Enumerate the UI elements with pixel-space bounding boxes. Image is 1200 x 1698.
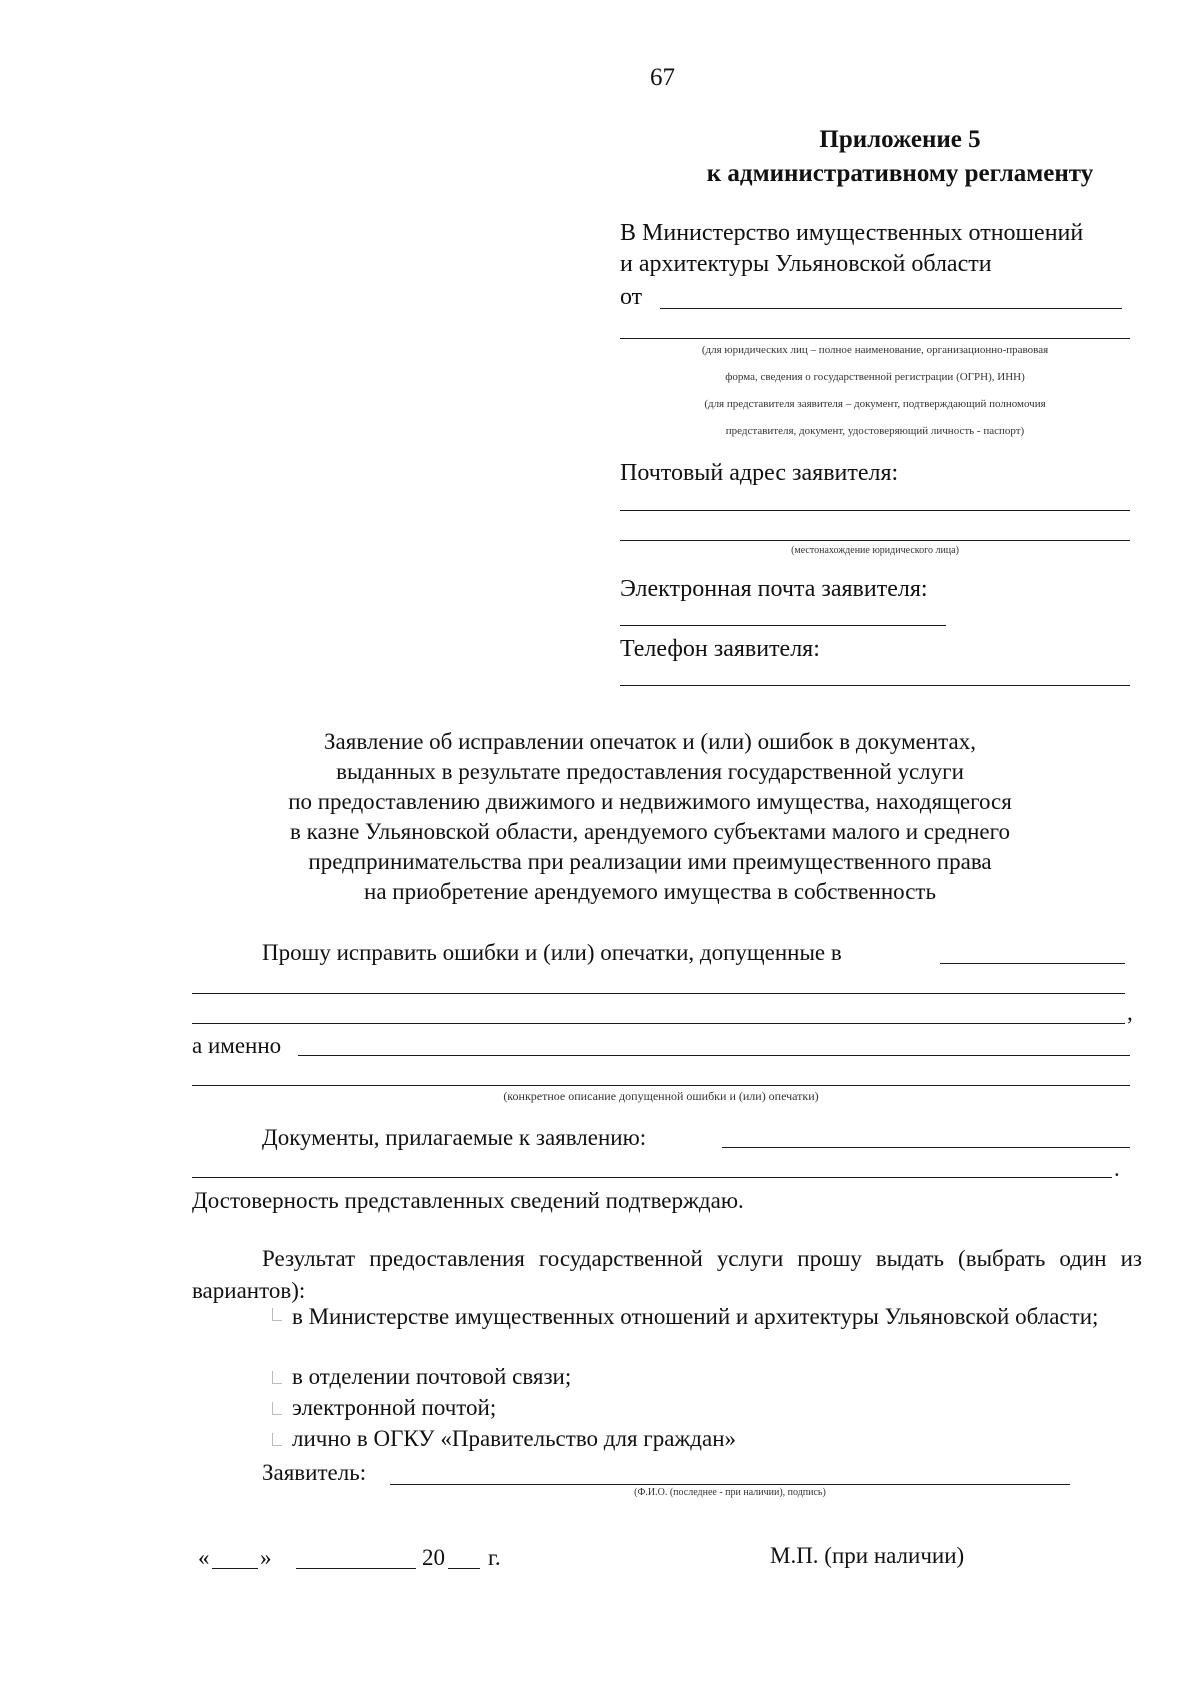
applicant-signature-note: (Ф.И.О. (последнее - при наличии), подпись) [634,1487,826,1498]
statement-heading-6: на приобретение арендуемого имущества в собственность [364,879,936,904]
documents-label: Документы, прилагаемые к заявлению: [262,1125,647,1150]
date-quote-open: « [198,1545,210,1570]
option-3-checkbox[interactable] [272,1402,282,1415]
date-quote-close: » [260,1545,272,1570]
statement-heading-2: выданных в результате предоставления государственной услуги [336,759,964,784]
postal-address-line-1 [620,510,1130,511]
legal-entity-note-1: (для юридических лиц – полное наименование, организационно-правовая [701,344,1049,356]
date-day-line [212,1568,258,1569]
request-comma: , [1127,1000,1133,1025]
documents-field-line-1 [722,1147,1130,1148]
representative-note-1: (для представителя заявителя – документ, подтверждающий полномочия [704,398,1046,410]
statement-heading-1: Заявление об исправлении опечаток и (или) ошибок в документах, [324,729,976,754]
email-field-line [620,625,946,626]
postal-address-label: Почтовый адрес заявителя: [620,460,899,486]
statement-heading-5: предпринимательства при реализации ими преимущественного права [308,849,992,874]
from-field-line [660,308,1122,309]
legal-entity-note-2: форма, сведения о государственной регистрации (ОГРН), ИНН) [725,371,1025,383]
email-label: Электронная почта заявителя: [620,576,928,602]
option-1-label: в Министерстве имущественных отношений и архитектуры Ульяновской области; [292,1304,1099,1329]
namely-field-line-2 [192,1085,1130,1086]
date-year-line [448,1568,480,1569]
option-3-label: электронной почтой; [292,1395,497,1420]
option-2-checkbox[interactable] [272,1371,282,1384]
applicant-label: Заявитель: [262,1460,367,1485]
addressee-line-1: В Министерство имущественных отношений [620,220,1084,246]
documents-period: . [1114,1156,1120,1181]
result-intro: Результат предоставления государственной услуги прошу выдать (выбрать один из вариантов): [192,1246,1142,1303]
addressee-line-2: и архитектуры Ульяновской области [620,251,992,277]
statement-heading-4: в казне Ульяновской области, арендуемого субъектами малого и среднего [290,819,1010,844]
stamp-place-label: М.П. (при наличии) [770,1543,965,1568]
option-4-checkbox[interactable] [272,1433,282,1446]
statement-heading-3: по предоставлению движимого и недвижимого имущества, находящегося [288,789,1012,814]
page-number: 67 [650,64,675,91]
request-text: Прошу исправить ошибки и (или) опечатки, допущенные в [262,940,842,965]
representative-note-2: представителя, документ, удостоверяющий личность - паспорт) [725,425,1025,437]
applicant-signature-line [390,1484,1070,1485]
postal-address-note: (местонахождение юридического лица) [791,545,959,556]
postal-address-line-2 [620,540,1130,541]
phone-field-line [620,685,1130,686]
request-field-line-3 [192,1023,1125,1024]
from-field-line-2 [620,338,1130,339]
namely-note: (конкретное описание допущенной ошибки и (или) опечатки) [503,1089,819,1103]
phone-label: Телефон заявителя: [620,636,820,662]
appendix-title: Приложение 5 [819,126,981,153]
date-year-suffix: г. [488,1545,501,1570]
appendix-subtitle: к административному регламенту [706,160,1094,187]
date-month-line [296,1568,416,1569]
from-label: от [620,284,643,310]
confirmation-text: Достоверность представленных сведений подтверждаю. [192,1188,744,1213]
option-2-label: в отделении почтовой связи; [292,1364,572,1389]
namely-field-line-1 [298,1055,1130,1056]
documents-field-line-2 [192,1177,1112,1178]
namely-label: а именно [192,1033,282,1058]
option-4-label: лично в ОГКУ «Правительство для граждан» [292,1426,737,1451]
request-field-line-2 [192,993,1125,994]
request-field-line-1 [940,963,1125,964]
date-year-prefix: 20 [422,1545,445,1570]
